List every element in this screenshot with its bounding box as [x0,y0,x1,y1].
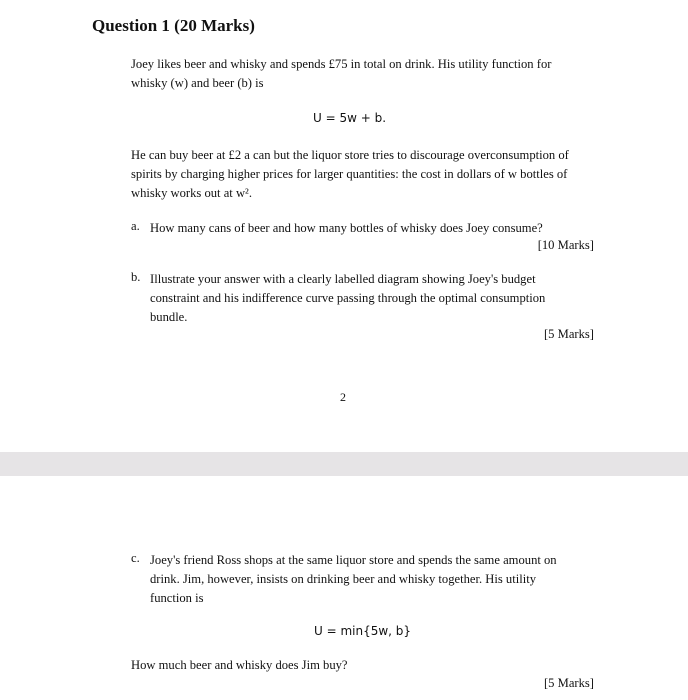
part-b-marks: [5 Marks] [543,327,594,341]
intro-line-1: Joey likes beer and whisky and spends £75 in total on drink. His utility function for [131,57,552,71]
part-c-question: How much beer and whisky does Jim buy? [131,658,348,672]
part-a-text: How many cans of beer and how many bottles of whisky does Joey consume? [150,221,543,235]
part-b-line-2: constraint and his indifference curve passing through the optimal consumption [150,291,546,305]
question-title: Question 1 (20 Marks) [92,16,255,35]
utility-formula: U = 5w + b. [313,111,387,125]
document-page-2 [0,476,688,700]
part-c-line-3: function is [150,591,204,605]
intro-line-2: whisky (w) and beer (b) is [131,76,264,90]
part-c-formula: U = min{5w, b} [314,624,412,638]
para2-line-2: spirits by charging higher prices for larger quantities: the cost in dollars of w bottles of [131,167,568,181]
part-a-marks: [10 Marks] [537,238,594,252]
part-b-label: b. [131,270,141,284]
part-a-label: a. [131,219,140,233]
part-b-line-1: Illustrate your answer with a clearly labelled diagram showing Joey's budget [150,272,536,286]
part-c-line-1: Joey's friend Ross shops at the same liquor store and spends the same amount on [150,553,557,567]
page-number: 2 [340,390,346,404]
part-c-line-2: drink. Jim, however, insists on drinking beer and whisky together. His utility [150,572,537,586]
part-c-marks: [5 Marks] [543,676,594,690]
para2-line-3: whisky works out at w². [131,186,252,200]
part-c-label: c. [131,551,140,565]
part-b-line-3: bundle. [150,310,188,324]
para2-line-1: He can buy beer at £2 a can but the liquor store tries to discourage overconsumption of [131,148,569,162]
